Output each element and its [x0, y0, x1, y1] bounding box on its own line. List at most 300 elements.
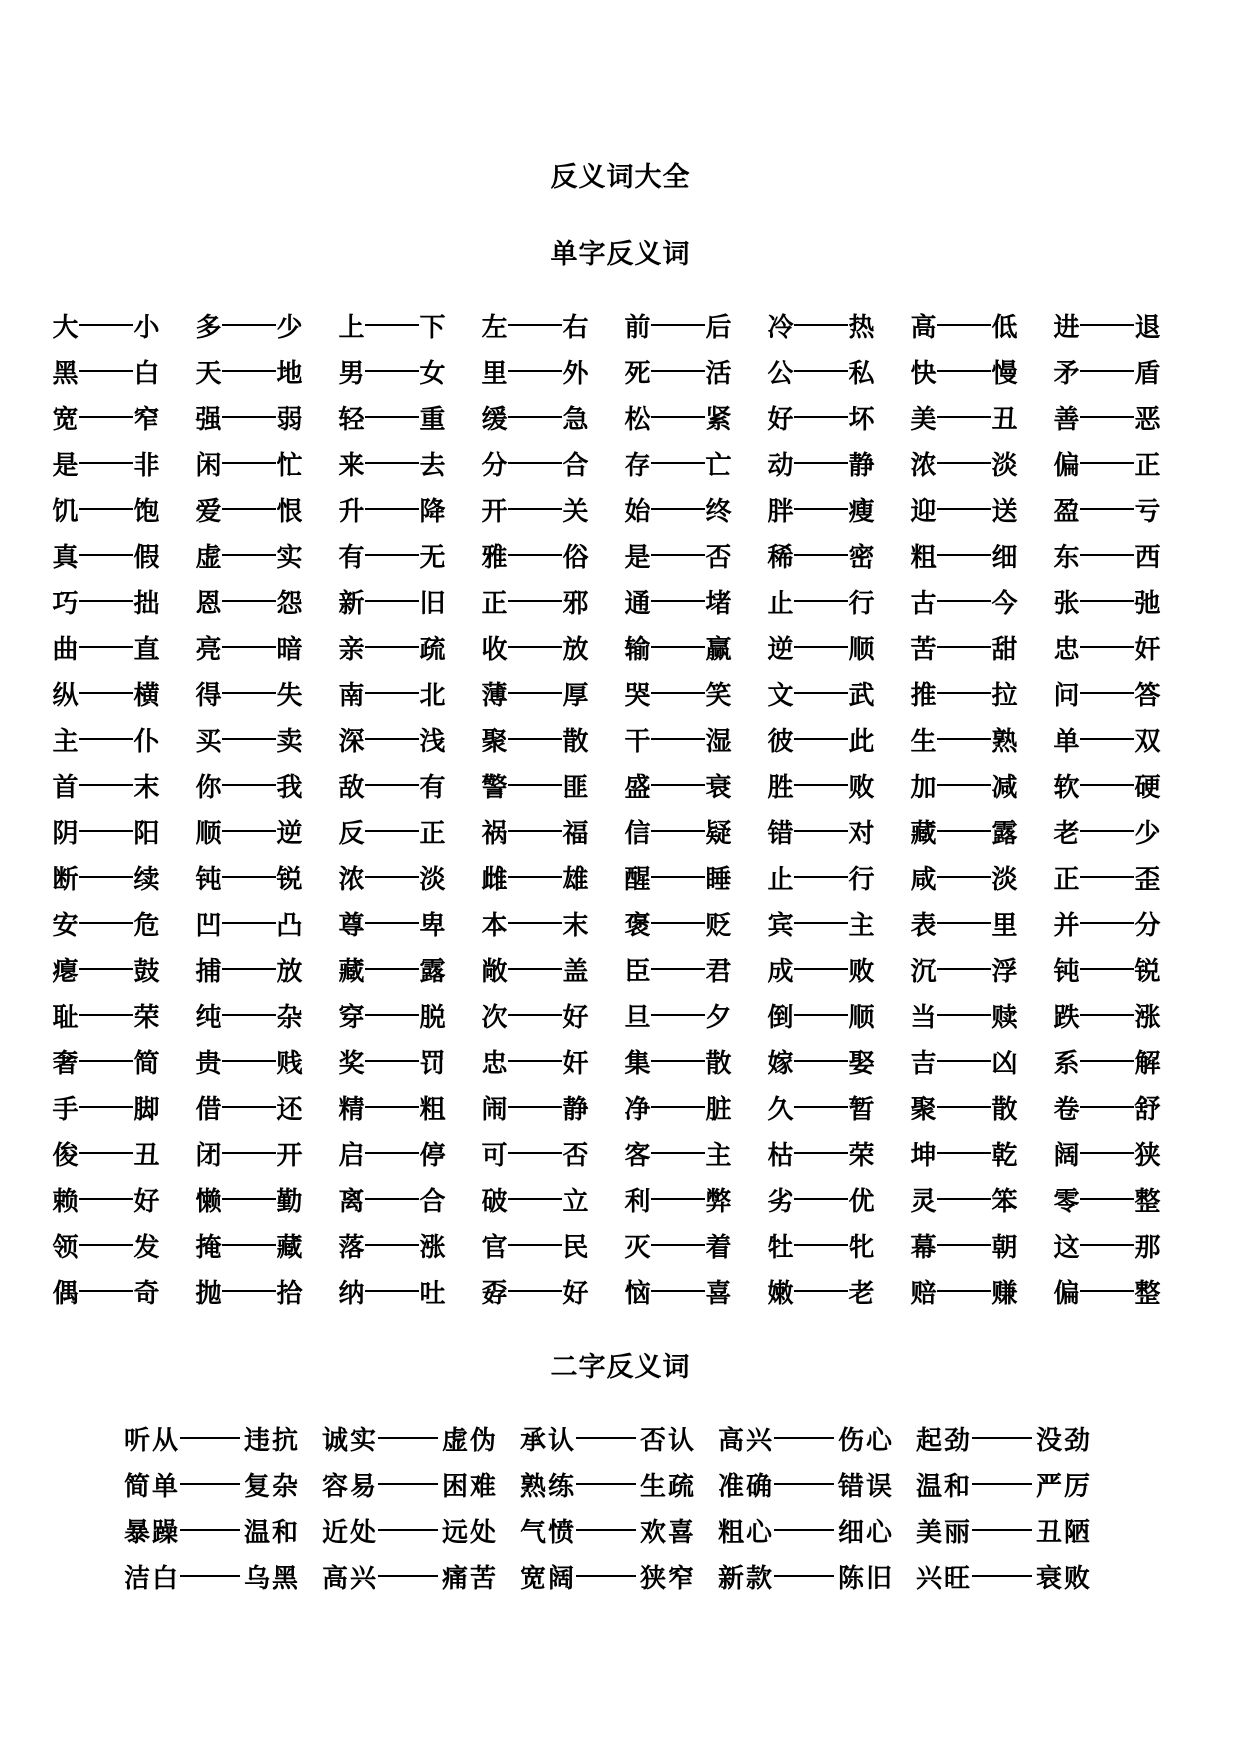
- antonym-word: 痛苦: [442, 1563, 499, 1594]
- antonym-word: 并: [1053, 910, 1080, 941]
- dash-separator: [1080, 370, 1134, 372]
- antonym-word: 次: [481, 1002, 508, 1033]
- antonym-pair: [910, 445, 1018, 481]
- antonym-word: 拙: [133, 588, 160, 619]
- antonym-word: 深: [338, 726, 365, 757]
- dash-separator: [222, 324, 276, 326]
- antonym-pair: [481, 1135, 589, 1171]
- dash-separator: [365, 1060, 419, 1062]
- antonym-pair: [624, 629, 732, 665]
- antonym-word: 褒: [624, 910, 651, 941]
- dash-separator: [180, 1575, 240, 1577]
- dash-separator: [576, 1483, 636, 1485]
- dash-separator: [794, 830, 848, 832]
- antonym-pair: [624, 353, 732, 389]
- dash-separator: [365, 1106, 419, 1108]
- dash-separator: [180, 1437, 240, 1439]
- antonym-pair: [767, 353, 875, 389]
- antonym-word: 收: [481, 634, 508, 665]
- antonym-pair: [481, 997, 589, 1033]
- antonym-row: [52, 491, 1202, 537]
- antonym-row: [52, 445, 1202, 491]
- antonym-pair: [481, 1227, 589, 1263]
- antonym-pair: [624, 399, 732, 435]
- antonym-word: 松: [624, 404, 651, 435]
- dash-separator: [508, 922, 562, 924]
- dash-separator: [651, 508, 705, 510]
- antonym-word: 钝: [195, 864, 222, 895]
- antonym-word: 老: [848, 1278, 875, 1309]
- antonym-word: 错误: [838, 1471, 895, 1502]
- dash-separator: [222, 784, 276, 786]
- antonym-pair: [338, 675, 446, 711]
- antonym-word: 恨: [276, 496, 303, 527]
- antonym-word: 邪: [562, 588, 589, 619]
- antonym-word: 恶: [1134, 404, 1161, 435]
- antonym-pair: [195, 583, 303, 619]
- antonym-pair: [124, 1558, 300, 1594]
- dash-separator: [937, 1014, 991, 1016]
- dash-separator: [794, 692, 848, 694]
- antonym-word: 下: [419, 312, 446, 343]
- dash-separator: [508, 1290, 562, 1292]
- antonym-word: 仆: [133, 726, 160, 757]
- dash-separator: [365, 462, 419, 464]
- antonym-word: 动: [767, 450, 794, 481]
- antonym-word: 正: [481, 588, 508, 619]
- antonym-word: 分: [1134, 910, 1161, 941]
- antonym-word: 实: [276, 542, 303, 573]
- antonym-pair: [1053, 583, 1161, 619]
- antonym-word: 密: [848, 542, 875, 573]
- antonym-word: 匪: [562, 772, 589, 803]
- antonym-word: 亲: [338, 634, 365, 665]
- antonym-word: 生: [910, 726, 937, 757]
- antonym-word: 冷: [767, 312, 794, 343]
- antonym-row: [52, 353, 1202, 399]
- antonym-word: 合: [562, 450, 589, 481]
- dash-separator: [794, 1198, 848, 1200]
- antonym-pair: [910, 1227, 1018, 1263]
- antonym-word: 浅: [419, 726, 446, 757]
- dash-separator: [508, 1198, 562, 1200]
- dash-separator: [79, 784, 133, 786]
- dash-separator: [937, 324, 991, 326]
- antonym-word: 得: [195, 680, 222, 711]
- dash-separator: [365, 1014, 419, 1016]
- antonym-word: 尊: [338, 910, 365, 941]
- dash-separator: [794, 554, 848, 556]
- antonym-word: 轻: [338, 404, 365, 435]
- antonym-row: [52, 997, 1202, 1043]
- antonym-pair: [52, 905, 160, 941]
- antonym-word: 非: [133, 450, 160, 481]
- dash-separator: [508, 1106, 562, 1108]
- antonym-word: 否认: [640, 1425, 697, 1456]
- antonym-word: 卑: [419, 910, 446, 941]
- antonym-pair: [767, 1089, 875, 1125]
- antonym-pair: [910, 767, 1018, 803]
- antonym-word: 双: [1134, 726, 1161, 757]
- antonym-pair: [52, 721, 160, 757]
- antonym-word: 通: [624, 588, 651, 619]
- dash-separator: [1080, 1290, 1134, 1292]
- antonym-word: 高兴: [718, 1425, 775, 1456]
- antonym-word: 兴旺: [916, 1563, 973, 1594]
- antonym-word: 官: [481, 1232, 508, 1263]
- antonym-word: 嫩: [767, 1278, 794, 1309]
- dash-separator: [651, 554, 705, 556]
- antonym-word: 爱: [195, 496, 222, 527]
- antonym-word: 少: [276, 312, 303, 343]
- antonym-word: 你: [195, 772, 222, 803]
- dash-separator: [79, 646, 133, 648]
- antonym-pair: [52, 583, 160, 619]
- antonym-pair: [52, 445, 160, 481]
- antonym-word: 后: [705, 312, 732, 343]
- dash-separator: [794, 1106, 848, 1108]
- antonym-row: [124, 1512, 1124, 1558]
- antonym-pair: [1053, 629, 1161, 665]
- antonym-pair: [1053, 1089, 1161, 1125]
- antonym-word: 左: [481, 312, 508, 343]
- dash-separator: [508, 508, 562, 510]
- antonym-word: 贱: [276, 1048, 303, 1079]
- antonym-word: 软: [1053, 772, 1080, 803]
- antonym-word: 衰败: [1036, 1563, 1093, 1594]
- antonym-word: 劣: [767, 1186, 794, 1217]
- antonym-pair: [481, 905, 589, 941]
- antonym-word: 送: [991, 496, 1018, 527]
- antonym-row: [52, 537, 1202, 583]
- antonym-pair: [52, 859, 160, 895]
- antonym-row: [52, 583, 1202, 629]
- antonym-word: 暂: [848, 1094, 875, 1125]
- antonym-pair: [195, 813, 303, 849]
- antonym-word: 恼: [624, 1278, 651, 1309]
- dash-separator: [576, 1437, 636, 1439]
- antonym-pair: [910, 997, 1018, 1033]
- antonym-word: 是: [52, 450, 79, 481]
- antonym-pair: [338, 721, 446, 757]
- antonym-word: 粗: [419, 1094, 446, 1125]
- antonym-word: 末: [562, 910, 589, 941]
- antonym-pair: [481, 951, 589, 987]
- antonym-word: 正: [1053, 864, 1080, 895]
- antonym-word: 宾: [767, 910, 794, 941]
- antonym-word: 朝: [991, 1232, 1018, 1263]
- antonym-word: 敌: [338, 772, 365, 803]
- antonym-pair: [910, 721, 1018, 757]
- dash-separator: [1080, 830, 1134, 832]
- dash-separator: [651, 416, 705, 418]
- antonym-row: [124, 1420, 1124, 1466]
- antonym-pair: [1053, 767, 1161, 803]
- antonym-word: 外: [562, 358, 589, 389]
- antonym-word: 醒: [624, 864, 651, 895]
- antonym-pair: [624, 1273, 732, 1309]
- antonym-word: 重: [419, 404, 446, 435]
- antonym-word: 暗: [276, 634, 303, 665]
- antonym-word: 咸: [910, 864, 937, 895]
- antonym-word: 偏: [1053, 450, 1080, 481]
- dash-separator: [79, 738, 133, 740]
- antonym-word: 终: [705, 496, 732, 527]
- antonym-word: 雅: [481, 542, 508, 573]
- dash-separator: [937, 922, 991, 924]
- antonym-pair: [52, 1273, 160, 1309]
- antonym-word: 瘦: [848, 496, 875, 527]
- antonym-pair: [767, 951, 875, 987]
- antonym-pair: [124, 1420, 300, 1456]
- antonym-pair: [1053, 537, 1161, 573]
- antonym-pair: [916, 1466, 1092, 1502]
- antonym-pair: [195, 767, 303, 803]
- antonym-pair: [338, 491, 446, 527]
- antonym-word: 死: [624, 358, 651, 389]
- antonym-word: 乌黑: [244, 1563, 301, 1594]
- antonym-word: 黑: [52, 358, 79, 389]
- antonym-word: 断: [52, 864, 79, 895]
- dash-separator: [774, 1483, 834, 1485]
- antonym-word: 坏: [848, 404, 875, 435]
- antonym-pair: [338, 445, 446, 481]
- antonym-word: 低: [991, 312, 1018, 343]
- dash-separator: [365, 416, 419, 418]
- antonym-word: 直: [133, 634, 160, 665]
- antonym-word: 张: [1053, 588, 1080, 619]
- antonym-word: 巧: [52, 588, 79, 619]
- antonym-pair: [52, 629, 160, 665]
- antonym-word: 里: [991, 910, 1018, 941]
- antonym-word: 否: [705, 542, 732, 573]
- antonym-word: 北: [419, 680, 446, 711]
- antonym-word: 怨: [276, 588, 303, 619]
- antonym-word: 成: [767, 956, 794, 987]
- antonym-word: 还: [276, 1094, 303, 1125]
- dash-separator: [79, 968, 133, 970]
- antonym-pair: [624, 721, 732, 757]
- antonym-pair: [338, 1181, 446, 1217]
- antonym-word: 正: [1134, 450, 1161, 481]
- antonym-word: 荣: [848, 1140, 875, 1171]
- antonym-word: 有: [338, 542, 365, 573]
- dash-separator: [222, 692, 276, 694]
- dash-separator: [508, 968, 562, 970]
- antonym-row: [52, 399, 1202, 445]
- antonym-pair: [52, 1089, 160, 1125]
- antonym-word: 男: [338, 358, 365, 389]
- antonym-pair: [624, 307, 732, 343]
- antonym-row: [52, 859, 1202, 905]
- antonym-word: 衰: [705, 772, 732, 803]
- antonym-word: 乾: [991, 1140, 1018, 1171]
- antonym-word: 丑陋: [1036, 1517, 1093, 1548]
- dash-separator: [972, 1529, 1032, 1531]
- antonym-word: 拉: [991, 680, 1018, 711]
- dash-separator: [365, 968, 419, 970]
- dash-separator: [937, 1290, 991, 1292]
- dash-separator: [651, 738, 705, 740]
- antonym-pair: [916, 1420, 1092, 1456]
- antonym-word: 假: [133, 542, 160, 573]
- antonym-word: 减: [991, 772, 1018, 803]
- dash-separator: [222, 876, 276, 878]
- antonym-word: 娶: [848, 1048, 875, 1079]
- dash-separator: [79, 922, 133, 924]
- antonym-pair: [481, 491, 589, 527]
- antonym-word: 古: [910, 588, 937, 619]
- dash-separator: [651, 324, 705, 326]
- dash-separator: [1080, 1152, 1134, 1154]
- antonym-pair: [481, 813, 589, 849]
- antonym-word: 丑: [991, 404, 1018, 435]
- antonym-pair: [1053, 813, 1161, 849]
- dash-separator: [79, 1290, 133, 1292]
- antonym-word: 丑: [133, 1140, 160, 1171]
- dash-separator: [508, 692, 562, 694]
- antonym-pair: [481, 1273, 589, 1309]
- antonym-word: 钝: [1053, 956, 1080, 987]
- dash-separator: [1080, 692, 1134, 694]
- antonym-pair: [195, 307, 303, 343]
- antonym-word: 罚: [419, 1048, 446, 1079]
- antonym-word: 始: [624, 496, 651, 527]
- antonym-word: 恩: [195, 588, 222, 619]
- antonym-word: 来: [338, 450, 365, 481]
- antonym-pair: [195, 537, 303, 573]
- antonym-word: 慢: [991, 358, 1018, 389]
- antonym-word: 右: [562, 312, 589, 343]
- antonym-word: 南: [338, 680, 365, 711]
- antonym-pair: [910, 399, 1018, 435]
- antonym-pair: [481, 445, 589, 481]
- dash-separator: [365, 876, 419, 878]
- antonym-pair: [52, 1043, 160, 1079]
- antonym-row: [52, 905, 1202, 951]
- antonym-word: 没劲: [1036, 1425, 1093, 1456]
- antonym-word: 错: [767, 818, 794, 849]
- antonym-pair: [767, 491, 875, 527]
- antonym-word: 曲: [52, 634, 79, 665]
- dash-separator: [651, 784, 705, 786]
- antonym-word: 合: [419, 1186, 446, 1217]
- antonym-pair: [767, 445, 875, 481]
- dash-separator: [508, 416, 562, 418]
- antonym-pair: [338, 951, 446, 987]
- antonym-word: 奇: [133, 1278, 160, 1309]
- antonym-word: 藏: [910, 818, 937, 849]
- antonym-word: 借: [195, 1094, 222, 1125]
- antonym-pair: [910, 353, 1018, 389]
- dash-separator: [972, 1483, 1032, 1485]
- antonym-word: 幕: [910, 1232, 937, 1263]
- dash-separator: [222, 1014, 276, 1016]
- dash-separator: [774, 1575, 834, 1577]
- antonym-word: 阳: [133, 818, 160, 849]
- antonym-word: 洁白: [124, 1563, 181, 1594]
- dash-separator: [576, 1575, 636, 1577]
- antonym-pair: [910, 1135, 1018, 1171]
- antonym-word: 美丽: [916, 1517, 973, 1548]
- antonym-word: 浓: [910, 450, 937, 481]
- antonym-word: 热: [848, 312, 875, 343]
- dash-separator: [1080, 646, 1134, 648]
- page-title: 反义词大全: [550, 162, 691, 193]
- antonym-word: 困难: [442, 1471, 499, 1502]
- dash-separator: [651, 646, 705, 648]
- antonym-pair: [338, 859, 446, 895]
- antonym-word: 亏: [1134, 496, 1161, 527]
- antonym-pair: [624, 1089, 732, 1125]
- antonym-pair: [1053, 491, 1161, 527]
- antonym-word: 胖: [767, 496, 794, 527]
- antonym-word: 闭: [195, 1140, 222, 1171]
- antonym-word: 弱: [276, 404, 303, 435]
- dash-separator: [937, 646, 991, 648]
- antonym-row: [52, 1135, 1202, 1181]
- antonym-word: 末: [133, 772, 160, 803]
- antonym-pair: [1053, 1227, 1161, 1263]
- antonym-word: 赚: [991, 1278, 1018, 1309]
- antonym-word: 静: [848, 450, 875, 481]
- dash-separator: [937, 554, 991, 556]
- antonym-word: 整: [1134, 1278, 1161, 1309]
- antonym-word: 顺: [848, 1002, 875, 1033]
- antonym-word: 嫁: [767, 1048, 794, 1079]
- dash-separator: [937, 416, 991, 418]
- antonym-word: 旧: [419, 588, 446, 619]
- antonym-word: 东: [1053, 542, 1080, 573]
- antonym-word: 有: [419, 772, 446, 803]
- antonym-pair: [52, 1227, 160, 1263]
- antonym-pair: [1053, 307, 1161, 343]
- dash-separator: [365, 1290, 419, 1292]
- antonym-pair: [1053, 1181, 1161, 1217]
- antonym-word: 那: [1134, 1232, 1161, 1263]
- antonym-pair: [767, 1043, 875, 1079]
- antonym-word: 暴躁: [124, 1517, 181, 1548]
- antonym-pair: [624, 445, 732, 481]
- antonym-word: 弊: [705, 1186, 732, 1217]
- antonym-pair: [338, 813, 446, 849]
- dash-separator: [222, 738, 276, 740]
- dash-separator: [774, 1437, 834, 1439]
- dash-separator: [1080, 462, 1134, 464]
- dash-separator: [508, 830, 562, 832]
- antonym-word: 脱: [419, 1002, 446, 1033]
- dash-separator: [79, 600, 133, 602]
- antonym-word: 离: [338, 1186, 365, 1217]
- dash-separator: [79, 416, 133, 418]
- antonym-word: 藏: [338, 956, 365, 987]
- antonym-word: 倒: [767, 1002, 794, 1033]
- antonym-word: 沉: [910, 956, 937, 987]
- antonym-word: 警: [481, 772, 508, 803]
- antonym-word: 饱: [133, 496, 160, 527]
- antonym-word: 旦: [624, 1002, 651, 1033]
- antonym-word: 缓: [481, 404, 508, 435]
- antonym-pair: [910, 1181, 1018, 1217]
- dash-separator: [794, 1014, 848, 1016]
- antonym-pair: [338, 1273, 446, 1309]
- antonym-word: 干: [624, 726, 651, 757]
- antonym-word: 歪: [1134, 864, 1161, 895]
- antonym-pair: [1053, 859, 1161, 895]
- antonym-word: 懒: [195, 1186, 222, 1217]
- dash-separator: [651, 1106, 705, 1108]
- dash-separator: [222, 968, 276, 970]
